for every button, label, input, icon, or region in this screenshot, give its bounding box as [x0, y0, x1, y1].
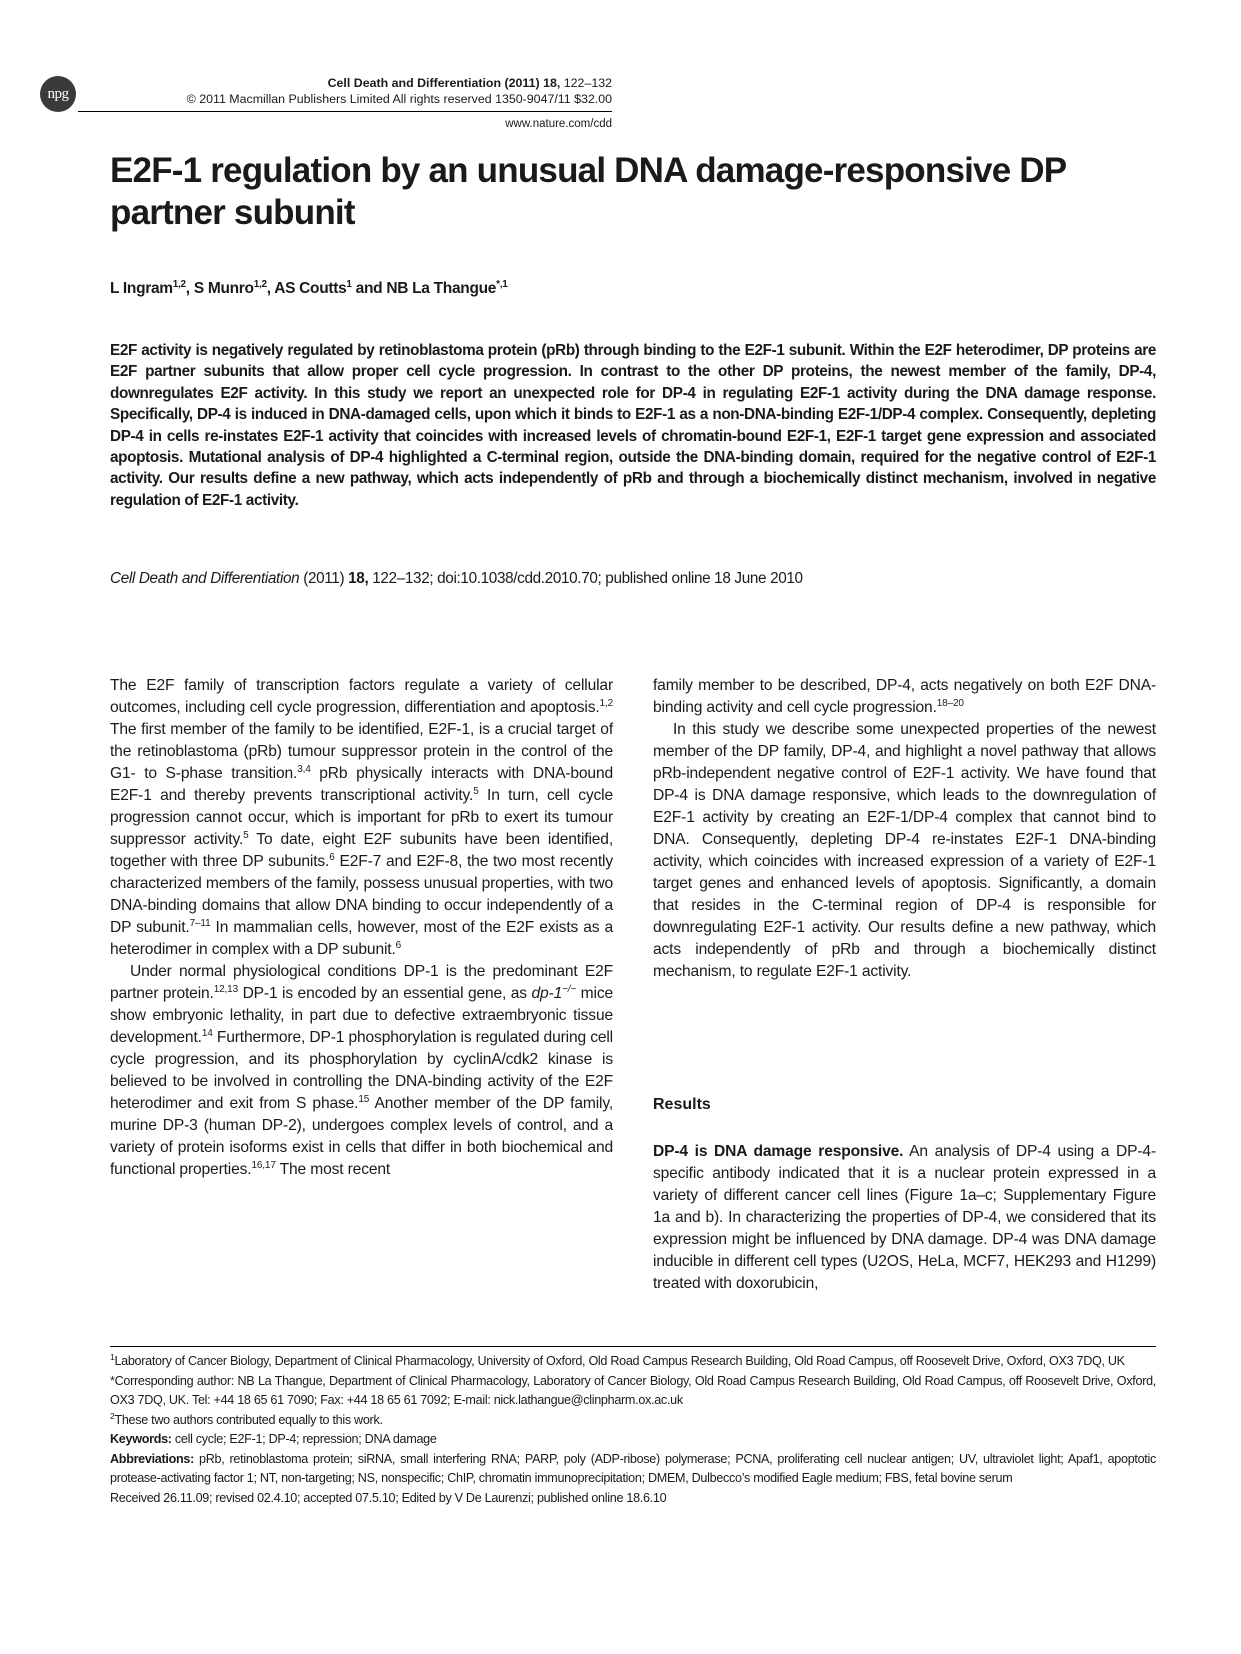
- author-affiliation: 1,2: [172, 279, 186, 290]
- author-name: NB La Thangue: [386, 280, 497, 298]
- text-run: Furthermore, DP-1 phosphorylation is regulated during cell cycle progression, and its phosphorylation by cyclinA/cdk2 kinase is believed to be involved in controlling the DNA-binding activity of the E2F heterodimer and exit from S phase.: [110, 1029, 613, 1112]
- corresponding-author-footnote: *Corresponding author: NB La Thangue, Department of Clinical Pharmacology, Laboratory of Cancer Biology, Old Road Campus Research Building, Old Road Campus, off Roosevelt Drive, Oxford, OX3 7DQ, UK. Tel: +44 18 65 61 7090; Fax: +44 18 65 61 7092; E-mail: nick.lathangue@clinpharm.ox.ac.uk: [110, 1373, 1156, 1407]
- reference-superscript: 7–11: [189, 917, 211, 929]
- journal-pages: 122–132: [560, 76, 612, 90]
- intro-paragraph-2: [110, 961, 613, 1181]
- genotype-superscript: −/−: [562, 983, 577, 995]
- reference-superscript: 6: [329, 851, 335, 863]
- affiliation-footnote: [110, 1352, 1156, 1372]
- reference-superscript: 12,13: [213, 983, 239, 995]
- text-run: In turn, cell cycle progression cannot occur, which is important for pRb to exert its tumour suppressor activity.: [110, 787, 613, 848]
- footnote-mark: 2: [110, 1410, 115, 1421]
- footnotes: [110, 1352, 1156, 1508]
- article-citation: [110, 570, 1156, 588]
- intro-paragraph-1: [110, 675, 613, 961]
- results-subheading: DP-4 is DNA damage responsive.: [653, 1143, 904, 1160]
- citation-details: 122–132; doi:10.1038/cdd.2010.70; published online 18 June 2010: [368, 570, 803, 587]
- npg-logo: npg: [40, 76, 76, 112]
- abbreviations-label: Abbreviations:: [110, 1451, 194, 1466]
- journal-url[interactable]: www.nature.com/cdd: [505, 118, 612, 130]
- text-run: E2F-7 and E2F-8, the two most recently characterized members of the family, possess unusual properties, with two DNA-binding domains that allow DNA binding to occur independently of a DP subunit.: [110, 853, 613, 936]
- abstract: E2F activity is negatively regulated by retinoblastoma protein (pRb) through binding to the E2F-1 subunit. Within the E2F heterodimer, DP proteins are E2F partner subunits that allow proper cell cycle progression. In contrast to the other DP proteins, the newest member of the family, DP-4, downregulates E2F activity. In this study we report an unexpected role for DP-4 in regulating E2F-1 activity during the DNA damage response. Specifically, DP-4 is induced in DNA-damaged cells, upon which it binds to E2F-1 as a non-DNA-binding E2F-1/DP-4 complex. Consequently, depleting DP-4 in cells re-instates E2F-1 activity that coincides with increased levels of chromatin-bound E2F-1, E2F-1 target gene expression and associated apoptosis. Mutational analysis of DP-4 highlighted a C-terminal region, outside the DNA-binding domain, required for the negative control of E2F-1 activity. Our results define a new pathway, which acts independently of pRb and through a biochemically distinct mechanism, involved in negative regulation of E2F-1 activity.: [110, 342, 1156, 509]
- author-affiliation: 1: [346, 279, 352, 290]
- text-run: pRb, retinoblastoma protein; siRNA, small interfering RNA; PARP, poly (ADP-ribose) polymerase; PCNA, proliferating cell nuclear antigen; UV, ultraviolet light; Apaf1, apoptotic protease-activating factor 1; NT, non-targeting; NS, nonspecific; ChIP, chromatin immunoprecipitation; DMEM, Dulbecco’s modified Eagle medium; FBS, fetal bovine serum: [110, 1451, 1156, 1485]
- citation-year: (2011): [299, 570, 349, 587]
- citation-journal: Cell Death and Differentiation: [110, 570, 300, 587]
- footnote-rule: [110, 1346, 1156, 1347]
- reference-superscript: 15: [358, 1093, 370, 1105]
- text-run: Laboratory of Cancer Biology, Department of Clinical Pharmacology, University of Oxford, Old Road Campus Research Building, Old Road Campus, off Roosevelt Drive, Oxford, OX3 7DQ, UK: [114, 1354, 1125, 1368]
- reference-superscript: 14: [201, 1027, 213, 1039]
- text-run: DP-1 is encoded by an essential gene, as: [238, 985, 532, 1002]
- text-run: The first member of the family to be identified, E2F-1, is a crucial target of the retinoblastoma (pRb) tumour suppressor protein in the control of the G1- to S-phase transition.: [110, 721, 613, 782]
- text-run: mice show embryonic lethality, in part due to defective extraembryonic tissue development.: [110, 985, 613, 1046]
- received-dates: Received 26.11.09; revised 02.4.10; accepted 07.5.10; Edited by V De Laurenzi; published online 18.6.10: [110, 1490, 667, 1505]
- reference-superscript: 1,2: [599, 697, 613, 709]
- reference-superscript: 5: [473, 785, 479, 797]
- author-name: L Ingram: [110, 280, 173, 298]
- equal-contribution-footnote: [110, 1411, 1156, 1431]
- abbreviations: [110, 1450, 1156, 1489]
- journal-title: Cell Death and Differentiation (2011) 18,: [327, 76, 561, 90]
- reference-superscript: 3,4: [297, 763, 311, 775]
- results-paragraph: [653, 1141, 1156, 1295]
- citation-volume: 18,: [348, 570, 369, 587]
- article-title: E2F-1 regulation by an unusual DNA damage-responsive DP partner subunit: [110, 151, 1066, 232]
- author-separator: ,: [266, 280, 275, 298]
- text-run: pRb physically interacts with DNA-bound E2F-1 and thereby prevents transcriptional activity.: [110, 765, 613, 804]
- text-run: In mammalian cells, however, most of the E2F exists as a heterodimer in complex with a DP subunit.: [110, 919, 613, 958]
- text-run: Another member of the DP family, murine DP-3 (human DP-2), undergoes complex levels of control, and a variety of protein isoforms exist in cells that differ in both biochemical and functional properties.: [110, 1095, 613, 1178]
- journal-citation-line: [110, 75, 612, 91]
- gene-name: dp-1: [531, 985, 563, 1002]
- intro-paragraph-3: In this study we describe some unexpected properties of the newest member of the DP family, DP-4, and highlight a novel pathway that allows pRb-independent negative control of E2F-1 activity. We have found that DP-4 is DNA damage responsive, which leads to the downregulation of E2F-1 activity by creating an E2F-1/DP-4 complex that cannot bind to DNA. Consequently, depleting DP-4 re-instates E2F-1 DNA-binding activity, which coincides with increased expression of a variety of E2F-1 target genes and enhanced levels of apoptosis. Significantly, a domain that resides in the C-terminal region of DP-4 is responsible for downregulating E2F-1 activity. Our results define a new pathway, which acts independently of pRb and through a biochemically distinct mechanism, to regulate E2F-1 activity.: [653, 721, 1156, 980]
- author-name: AS Coutts: [274, 280, 347, 298]
- body-column-left: [110, 675, 613, 1181]
- text-run: To date, eight E2F subunits have been identified, together with three DP subunits.: [110, 831, 613, 870]
- author-affiliation: *,1: [496, 279, 508, 290]
- text-run: These two authors contributed equally to this work.: [114, 1412, 383, 1427]
- reference-superscript: 18–20: [936, 697, 964, 709]
- author-separator: ,: [185, 280, 194, 298]
- author-separator: and: [351, 280, 387, 298]
- text-run: The most recent: [275, 1161, 391, 1178]
- body-column-right: [653, 675, 1156, 983]
- reference-superscript: 5: [243, 829, 249, 841]
- author-affiliation: 1,2: [253, 279, 267, 290]
- text-run: An analysis of DP-4 using a DP-4-specific antibody indicated that it is a nuclear protein expressed in a variety of different cancer cell lines (Figure 1a–c; Supplementary Figure 1a and b). In characterizing the properties of DP-4, we considered that its expression might be influenced by DNA damage. DP-4 was DNA damage inducible in different cell types (U2OS, HeLa, MCF7, HEK293 and H1299) treated with doxorubicin,: [653, 1143, 1156, 1292]
- author-name: S Munro: [193, 280, 254, 298]
- header-rule: [78, 111, 612, 112]
- journal-header: [110, 75, 612, 107]
- footnote-mark: 1: [110, 1351, 115, 1362]
- reference-superscript: 16,17: [251, 1159, 276, 1171]
- text-run: Under normal physiological conditions DP-1 is the predominant E2F partner protein.: [110, 963, 613, 1002]
- reference-superscript: 6: [395, 939, 402, 951]
- keywords-label: Keywords:: [110, 1432, 172, 1446]
- results-heading: Results: [653, 1096, 711, 1113]
- text-run: cell cycle; E2F-1; DP-4; repression; DNA damage: [171, 1432, 437, 1446]
- intro-paragraph-continued: [653, 675, 1156, 719]
- text-run: The E2F family of transcription factors regulate a variety of cellular outcomes, including cell cycle progression, differentiation and apoptosis.: [110, 677, 613, 716]
- copyright-line: © 2011 Macmillan Publishers Limited All rights reserved 1350-9047/11 $32.00: [186, 92, 612, 106]
- text-run: family member to be described, DP-4, acts negatively on both E2F DNA-binding activity and cell cycle progression.: [653, 677, 1156, 716]
- author-list: [110, 279, 507, 298]
- keywords: [110, 1430, 1156, 1450]
